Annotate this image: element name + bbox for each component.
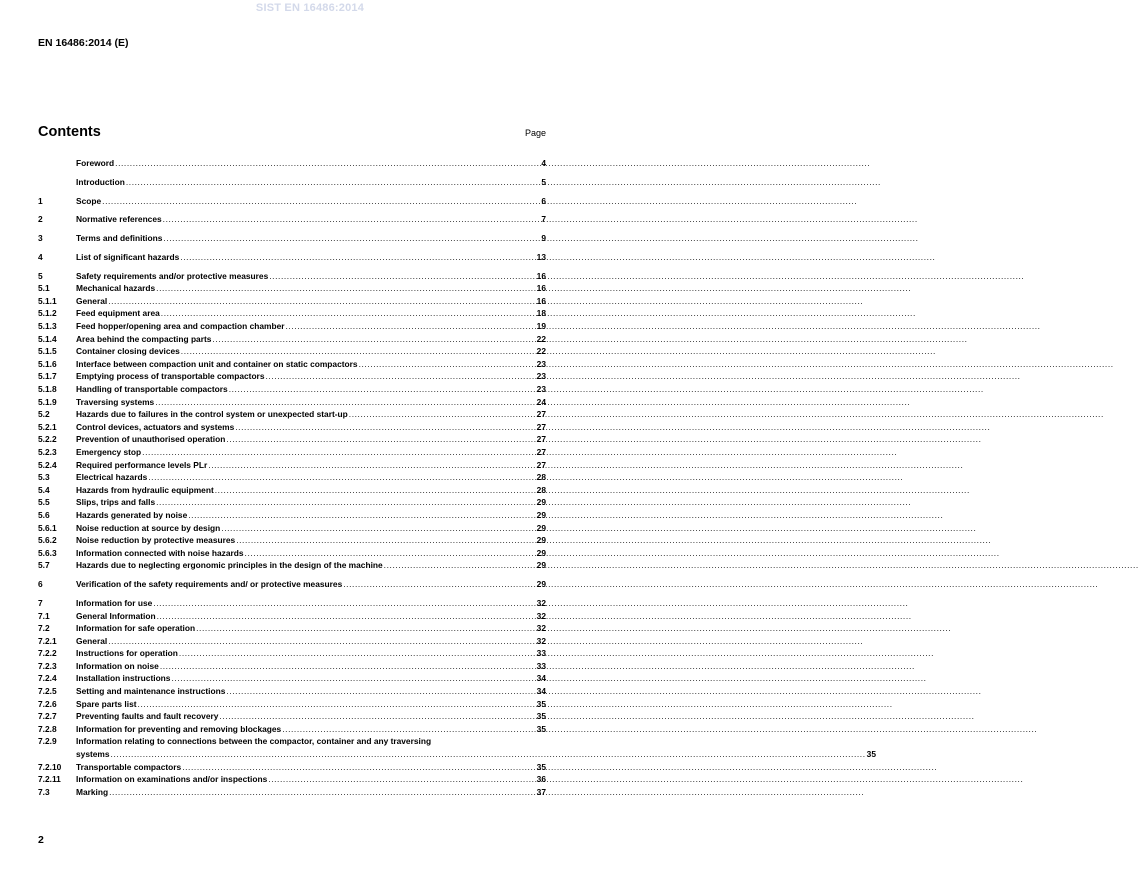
toc-section-number: 4: [38, 251, 43, 262]
toc-page-number: 33: [536, 648, 546, 659]
toc-leader-dots: [236, 534, 535, 547]
toc-page-number: 23: [536, 384, 546, 395]
toc-page-number: 13: [536, 251, 546, 262]
toc-leader-dots: [171, 672, 535, 685]
toc-entry[interactable]: [38, 270, 546, 283]
toc-page-number: 29: [536, 522, 546, 533]
table-of-contents: [38, 157, 876, 798]
toc-title: Preventing faults and fault recovery: [76, 711, 219, 722]
toc-page-number: 18: [536, 308, 546, 319]
toc-section-number: 7.2.10: [38, 761, 62, 772]
toc-leader-dots: [229, 383, 536, 396]
toc-section-number: 7.2.7: [38, 711, 57, 722]
toc-page-number: 27: [536, 447, 546, 457]
toc-title: Prevention of unauthorised operation: [76, 434, 226, 445]
toc-page-number: 32: [536, 623, 546, 634]
toc-leader-dots: [359, 358, 536, 371]
toc-section-number: 5.2.2: [38, 434, 57, 445]
toc-title: Installation instructions: [76, 673, 171, 684]
toc-entry[interactable]: [38, 773, 546, 786]
toc-title-continuation: systems: [76, 749, 110, 760]
toc-entry[interactable]: [38, 597, 546, 610]
toc-entry[interactable]: [38, 345, 546, 358]
toc-page-number: 33: [536, 660, 546, 671]
toc-section-number: 5.6.2: [38, 535, 57, 546]
toc-leader-dots: [102, 195, 540, 208]
toc-section-number: 5.6.3: [38, 547, 57, 558]
toc-leader-dots: [235, 421, 535, 434]
toc-leader-dots: [163, 232, 540, 245]
toc-title: Control devices, actuators and systems: [76, 421, 235, 432]
toc-title: Hazards due to neglecting ergonomic principles in the design of the machine: [76, 560, 383, 571]
toc-title: Hazards generated by noise: [76, 509, 188, 520]
toc-page-number: 29: [536, 509, 546, 520]
toc-section-number: 3: [38, 233, 43, 244]
toc-entry[interactable]: [38, 710, 546, 723]
toc-leader-dots: [153, 597, 535, 610]
toc-section-number: 5.1.8: [38, 384, 57, 395]
toc-title: Noise reduction by protective measures: [76, 535, 236, 546]
toc-title: Emergency stop: [76, 447, 142, 457]
toc-page-number: 35: [536, 711, 546, 722]
toc-section-number: 5.4: [38, 484, 50, 495]
toc-entry[interactable]: [38, 622, 546, 635]
toc-entry[interactable]: [38, 396, 546, 409]
toc-leader-dots: [226, 433, 535, 446]
toc-entry[interactable]: [38, 320, 546, 333]
toc-entry[interactable]: [38, 446, 546, 459]
toc-entry[interactable]: [38, 358, 546, 371]
toc-title: Handling of transportable compactors: [76, 384, 228, 395]
toc-entry[interactable]: [38, 610, 546, 623]
toc-entry[interactable]: [38, 370, 546, 383]
toc-page-number: 27: [536, 434, 546, 445]
toc-entry[interactable]: [38, 307, 546, 320]
toc-leader-dots: [148, 471, 535, 484]
toc-leader-dots: [109, 786, 536, 799]
toc-page-number: 29: [536, 560, 546, 571]
toc-leader-dots: [384, 559, 536, 572]
toc-section-number: 7.2.4: [38, 673, 57, 684]
toc-title: Emptying process of transportable compactors: [76, 371, 265, 382]
toc-page-number: 16: [536, 270, 546, 281]
toc-section-number: 5.2: [38, 409, 50, 420]
toc-section-number: 7.2.5: [38, 686, 57, 697]
toc-entry[interactable]: [38, 195, 546, 208]
toc-leader-dots: [208, 459, 535, 472]
toc-leader-dots: [180, 251, 535, 264]
toc-entry[interactable]: [38, 421, 546, 434]
toc-page-number: 34: [536, 673, 546, 684]
toc-page-number: 27: [536, 421, 546, 432]
toc-title: Area behind the compacting parts: [76, 333, 212, 344]
toc-leader-dots: [181, 345, 536, 358]
toc-leader-dots: [215, 484, 536, 497]
toc-title: Terms and definitions: [76, 233, 163, 244]
toc-section-number: 5.1.1: [38, 295, 57, 306]
toc-page-number: 27: [536, 459, 546, 470]
toc-leader-dots: [285, 320, 535, 333]
toc-entry[interactable]: [38, 522, 546, 535]
toc-section-number: 7.3: [38, 786, 50, 797]
toc-title: Marking: [76, 786, 109, 797]
toc-page-number: 32: [536, 597, 546, 608]
toc-leader-dots: [188, 509, 535, 522]
toc-page-number: 35: [536, 698, 546, 709]
toc-leader-dots: [221, 522, 535, 535]
contents-title: Contents: [38, 124, 101, 140]
toc-title: Required performance levels PLr: [76, 459, 208, 470]
toc-entry[interactable]: [38, 232, 546, 245]
toc-entry[interactable]: [38, 534, 546, 547]
toc-leader-dots: [161, 307, 536, 320]
toc-leader-dots: [111, 748, 866, 761]
toc-section-number: 5.6.1: [38, 522, 57, 533]
toc-title: Foreword: [76, 158, 115, 168]
toc-leader-dots: [265, 370, 535, 383]
toc-section-number: 7.1: [38, 610, 50, 621]
toc-page-number: 23: [536, 358, 546, 369]
toc-entry[interactable]: [38, 333, 546, 346]
toc-entry[interactable]: [38, 723, 546, 736]
toc-leader-dots: [343, 578, 535, 591]
toc-title: Slips, trips and falls: [76, 497, 156, 508]
toc-page-number: 19: [536, 321, 546, 332]
toc-title: Interface between compaction unit and container on static compactors: [76, 358, 358, 369]
toc-page-number: 22: [536, 333, 546, 344]
toc-page-number: 22: [536, 346, 546, 357]
toc-leader-dots: [212, 333, 535, 346]
toc-entry[interactable]: [38, 698, 546, 711]
toc-section-number: 5.1: [38, 283, 50, 294]
toc-section-number: 6: [38, 579, 43, 590]
toc-entry[interactable]: [38, 471, 546, 484]
toc-title: Spare parts list: [76, 698, 137, 709]
toc-page-number: 29: [536, 497, 546, 508]
toc-leader-dots: [115, 157, 540, 170]
page-column-label: Page: [524, 128, 546, 138]
toc-entry[interactable]: [38, 176, 546, 189]
toc-page-number: 29: [536, 579, 546, 590]
toc-title: Information relating to connections between the compactor, container and any traversing: [76, 736, 432, 747]
toc-title: Introduction: [76, 176, 125, 187]
toc-page-number: 16: [536, 283, 546, 294]
toc-title: Mechanical hazards: [76, 283, 156, 294]
toc-section-number: 1: [38, 195, 43, 206]
toc-title: Hazards due to failures in the control system or unexpected start-up: [76, 409, 348, 420]
toc-title: General Information: [76, 610, 156, 621]
toc-entry[interactable]: [38, 660, 546, 673]
toc-title: Information for safe operation: [76, 623, 196, 634]
toc-section-number: 5.2.4: [38, 459, 57, 470]
toc-entry[interactable]: [38, 635, 546, 648]
toc-page-number: 35: [866, 749, 876, 760]
toc-title: List of significant hazards: [76, 251, 180, 262]
toc-page-number: 36: [536, 774, 546, 785]
toc-entry[interactable]: [38, 408, 546, 421]
toc-page-number: 16: [536, 295, 546, 306]
toc-leader-dots: [160, 660, 536, 673]
toc-section-number: 5.1.5: [38, 346, 57, 357]
toc-section-number: 5.2.1: [38, 421, 57, 432]
toc-leader-dots: [138, 698, 536, 711]
toc-section-number: 7.2.11: [38, 774, 61, 785]
toc-entry[interactable]: [38, 295, 546, 308]
toc-page-number: 34: [536, 686, 546, 697]
toc-entry[interactable]: [38, 496, 546, 509]
toc-entry[interactable]: [38, 685, 546, 698]
toc-entry[interactable]: [38, 509, 546, 522]
toc-entry[interactable]: [38, 484, 546, 497]
toc-leader-dots: [126, 176, 540, 189]
toc-section-number: 7.2.8: [38, 723, 57, 734]
toc-page-number: 35: [536, 761, 546, 772]
toc-title: General: [76, 295, 108, 306]
toc-title: Setting and maintenance instructions: [76, 686, 226, 697]
toc-title: Feed equipment area: [76, 308, 160, 319]
toc-page-number: 7: [541, 214, 546, 225]
toc-section-number: 5.1.7: [38, 371, 57, 382]
toc-entry[interactable]: [38, 578, 546, 591]
toc-title: Electrical hazards: [76, 472, 148, 483]
toc-section-number: 7.2: [38, 623, 50, 634]
toc-leader-dots: [108, 635, 535, 648]
toc-section-number: 7: [38, 597, 43, 608]
toc-page-number: 23: [536, 371, 546, 382]
toc-page-number: 37: [536, 786, 546, 797]
toc-leader-dots: [182, 761, 535, 774]
toc-page-number: 27: [536, 409, 546, 420]
toc-entry[interactable]: [38, 672, 546, 685]
toc-leader-dots: [268, 773, 535, 786]
toc-section-number: 2: [38, 214, 43, 225]
toc-leader-dots: [179, 647, 536, 660]
toc-section-number: 7.2.6: [38, 698, 57, 709]
toc-section-number: 7.2.9: [38, 736, 57, 747]
toc-title: Container closing devices: [76, 346, 180, 357]
toc-page-number: 24: [536, 396, 546, 407]
toc-entry[interactable]: [38, 786, 546, 799]
toc-title: Noise reduction at source by design: [76, 522, 221, 533]
toc-entry[interactable]: [38, 761, 546, 774]
toc-section-number: 7.2.1: [38, 635, 57, 646]
toc-leader-dots: [245, 547, 536, 560]
toc-section-number: 5.5: [38, 497, 50, 508]
toc-title: Scope: [76, 195, 102, 206]
toc-section-number: 5.1.9: [38, 396, 57, 407]
toc-page-number: 32: [536, 610, 546, 621]
toc-title: Verification of the safety requirements and/ or protective measures: [76, 579, 343, 590]
toc-section-number: 7.2.2: [38, 648, 57, 659]
toc-section-number: 5.7: [38, 560, 50, 571]
toc-leader-dots: [349, 408, 536, 421]
toc-entry[interactable]: [38, 647, 546, 660]
toc-page-number: 9: [541, 233, 546, 244]
toc-title: Information for preventing and removing blockages: [76, 723, 282, 734]
toc-section-number: 5.6: [38, 509, 50, 520]
toc-leader-dots: [155, 396, 535, 409]
watermark: SIST EN 16486:2014: [255, 2, 365, 14]
toc-title: Instructions for operation: [76, 648, 178, 659]
toc-entry[interactable]: [38, 213, 546, 226]
page-number: 2: [38, 834, 44, 846]
toc-title: Information on examinations and/or inspections: [76, 774, 268, 785]
toc-title: General: [76, 635, 108, 646]
toc-title: Information connected with noise hazards: [76, 547, 244, 558]
toc-section-number: 5.1.4: [38, 333, 57, 344]
toc-leader-dots: [163, 213, 541, 226]
toc-leader-dots: [156, 496, 536, 509]
toc-page-number: 5: [541, 176, 546, 187]
toc-section-number: 7.2.3: [38, 660, 57, 671]
toc-title: Feed hopper/opening area and compaction chamber: [76, 321, 285, 332]
toc-section-number: 5.1.6: [38, 358, 57, 369]
toc-page-number: 6: [541, 195, 546, 206]
toc-title: Information for use: [76, 597, 153, 608]
toc-title: Normative references: [76, 214, 162, 225]
toc-title: Hazards from hydraulic equipment: [76, 484, 214, 495]
toc-entry[interactable]: [38, 459, 546, 472]
toc-leader-dots: [156, 282, 536, 295]
toc-section-number: 5: [38, 270, 43, 281]
toc-page-number: 29: [536, 535, 546, 546]
toc-title: Traversing systems: [76, 396, 155, 407]
toc-section-number: 5.1.2: [38, 308, 57, 319]
toc-leader-dots: [269, 270, 535, 283]
toc-entry[interactable]: [38, 251, 546, 264]
toc-entry[interactable]: [38, 559, 546, 572]
toc-leader-dots: [108, 295, 535, 308]
toc-leader-dots: [196, 622, 536, 635]
toc-entry[interactable]: [38, 433, 546, 446]
toc-title: Safety requirements and/or protective measures: [76, 270, 269, 281]
toc-page-number: 28: [536, 484, 546, 495]
toc-leader-dots: [226, 685, 535, 698]
toc-section-number: 5.1.3: [38, 321, 57, 332]
toc-page-number: 29: [536, 547, 546, 558]
toc-entry[interactable]: [38, 735, 876, 760]
toc-entry[interactable]: [38, 157, 546, 170]
toc-leader-dots: [157, 610, 536, 623]
toc-title: Information on noise: [76, 660, 159, 671]
toc-section-number: 5.2.3: [38, 447, 57, 457]
toc-page-number: 4: [541, 158, 546, 168]
toc-title: Transportable compactors: [76, 761, 182, 772]
toc-leader-dots: [219, 710, 535, 723]
toc-section-number: 5.3: [38, 472, 50, 483]
toc-page-number: 28: [536, 472, 546, 483]
toc-entry[interactable]: [38, 547, 546, 560]
toc-entry[interactable]: [38, 282, 546, 295]
toc-entry[interactable]: [38, 383, 546, 396]
toc-page-number: 32: [536, 635, 546, 646]
document-id: EN 16486:2014 (E): [38, 37, 129, 49]
toc-page-number: 35: [536, 723, 546, 734]
toc-leader-dots: [142, 446, 536, 459]
toc-leader-dots: [282, 723, 535, 736]
